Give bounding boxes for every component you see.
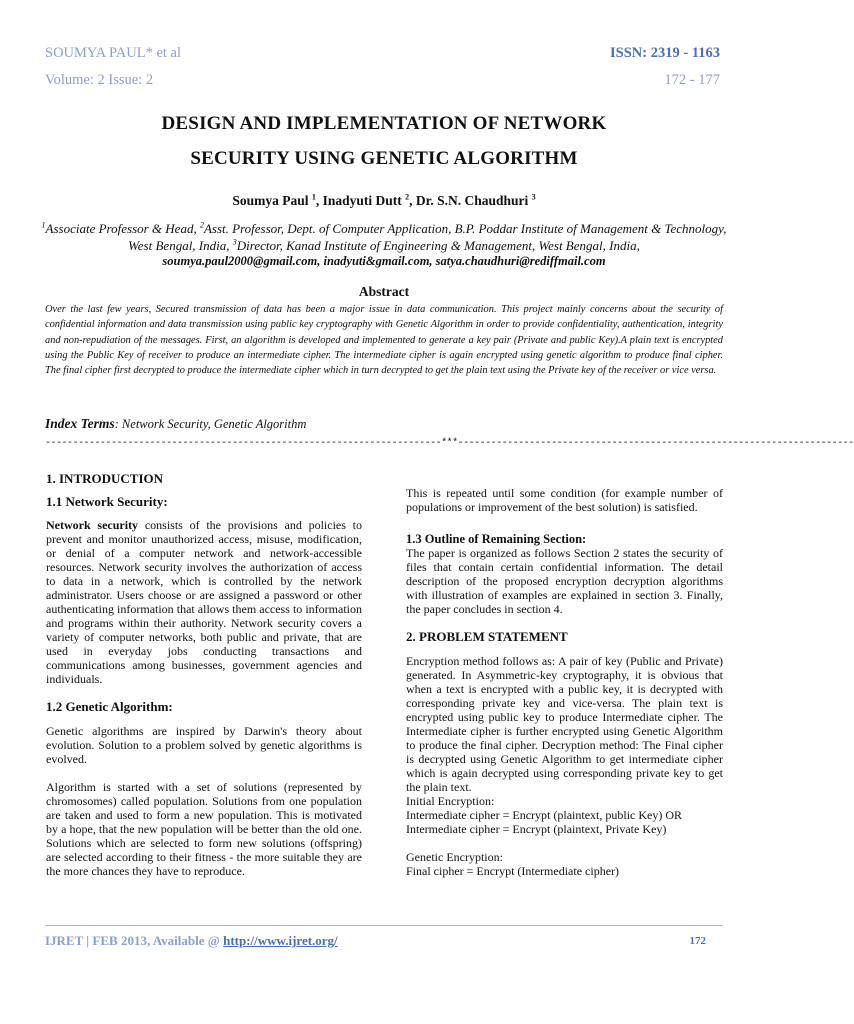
formula-intermediate-private: Intermediate cipher = Encrypt (plaintext, Private Key) xyxy=(406,822,667,836)
author-name: Soumya Paul xyxy=(232,193,309,208)
running-header-pages: 172 - 177 xyxy=(664,72,720,88)
author-superscript: 3 xyxy=(531,192,536,202)
author-superscript: 2 xyxy=(405,192,410,202)
label-genetic-encryption: Genetic Encryption: xyxy=(406,850,503,864)
index-terms-text: : Network Security, Genetic Algorithm xyxy=(114,417,307,431)
affiliation-superscript: 2 xyxy=(199,220,204,230)
paragraph-outline: The paper is organized as follows Section 2 states the security of files that contain certain confidential information. The detail description of the proposed encryption decryption algorithms with illustration of examples are explained in section 3. Finally, the paper concludes in section 4. xyxy=(406,546,723,616)
section-heading-problem-statement: 2. PROBLEM STATEMENT xyxy=(406,629,568,644)
footer-journal xyxy=(45,933,338,949)
author-name: , Dr. S.N. Chaudhuri xyxy=(409,193,529,208)
subsection-heading-outline: 1.3 Outline of Remaining Section: xyxy=(406,532,587,546)
affiliation-text: Director, Kanad Institute of Engineering & Management, West Bengal, India, xyxy=(236,238,640,253)
paragraph-genetic-algorithm-1: Genetic algorithms are inspired by Darwin's theory about evolution. Solution to a problem solved by genetic algorithms is evolved. xyxy=(46,724,362,766)
formula-final-cipher: Final cipher = Encrypt (Intermediate cipher) xyxy=(406,864,620,878)
subsection-heading-genetic-algorithm: 1.2 Genetic Algorithm: xyxy=(46,699,173,714)
paragraph-repeat-condition: This is repeated until some condition (for example number of populations or improvement of the best solution) is satisfied. xyxy=(406,486,723,514)
index-terms xyxy=(45,416,306,432)
running-header-issn: ISSN: 2319 - 1163 xyxy=(610,45,720,61)
paragraph-problem-statement: Encryption method follows as: A pair of key (Public and Private) generated. In Asymmetric-key cryptography, it is obvious that when a text is encrypted with a public key, it is decrypted with corresponding private key and vice-versa. The plain text is encrypted using public key to produce Intermediate cipher. The Intermediate cipher is further encrypted using Genetic Algorithm to produce the final cipher. Decryption method: The Final cipher is decrypted using Genetic Algorithm to get intermediate cipher which is again decrypted using corresponding private key to get the plain text. xyxy=(406,654,723,794)
running-header-author: SOUMYA PAUL* et al xyxy=(45,45,182,61)
footer-divider xyxy=(45,925,723,926)
paragraph-network-security xyxy=(46,518,362,686)
running-header-volume: Volume: 2 Issue: 2 xyxy=(45,72,154,88)
paragraph-text: consists of the provisions and policies to prevent and monitor unauthorized access, misuse, modification, or denial of a computer network and network-accessible resources. Network security involves the authorization of access to data in a network, which is controlled by the network administrator. Users choose or are assigned a password or other authenticating information that allows them access to information and programs within their authority. Network security covers a variety of computer networks, both public and private, that are used in everyday jobs conducting transactions and communications among businesses, government agencies and individuals. xyxy=(46,518,362,686)
page-number: 172 xyxy=(689,935,706,947)
abstract-heading: Abstract xyxy=(358,284,410,299)
index-terms-label: Index Terms xyxy=(45,416,115,431)
author-list xyxy=(0,193,768,209)
affiliation-text: Associate Professor & Head, xyxy=(45,221,200,236)
right-column xyxy=(406,486,723,878)
author-superscript: 1 xyxy=(311,192,316,202)
section-separator: ------------------------------------------------------------------------***------------------------------------------------------------------------ xyxy=(45,438,854,449)
paragraph-genetic-algorithm-2: Algorithm is started with a set of solutions (represented by chromosomes) called population. Solutions from one population are taken and used to form a new population. This is motivated by a hope, that the new population will be better than the old one. Solutions which are selected to form new solutions (offspring) are selected according to their fitness - the more suitable they are the more chances they have to reproduce. xyxy=(46,780,362,878)
author-name: , Inadyuti Dutt xyxy=(315,193,402,208)
term-network-security: Network security xyxy=(46,518,139,532)
paper-title-line-1: DESIGN AND IMPLEMENTATION OF NETWORK xyxy=(161,113,607,134)
abstract-text: Over the last few years, Secured transmission of data has been a major issue in data communication. This project mainly concerns about the security of confidential information and data transmission using public key cryptography with Genetic Algorithm in order to provide confidentiality, authentication, integrity and non-repudiation of the messages. First, an algorithm is developed and implemented to generate a key pair (Private and public Key).A plain text is encrypted using the Public Key of receiver to produce an intermediate cipher. The intermediate cipher is again encrypted using genetic algorithm to produce final cipher. The final cipher first decrypted to produce the intermediate cipher which in turn decrypted to get the plain text using the Private key of the receiver or vice versa. xyxy=(45,304,723,377)
paper-title-line-2: SECURITY USING GENETIC ALGORITHM xyxy=(190,148,578,169)
affiliation-text: Asst. Professor, Dept. of Computer Application, B.P. Poddar Institute of Management & Technology, West Bengal, India, xyxy=(128,221,727,253)
journal-link[interactable]: http://www.ijret.org/ xyxy=(223,933,338,948)
footer-text: IJRET | FEB 2013, Available @ xyxy=(45,933,224,948)
section-heading-introduction: 1. INTRODUCTION xyxy=(46,471,164,486)
label-initial-encryption: Initial Encryption: xyxy=(406,794,495,808)
affiliations xyxy=(40,220,728,254)
author-emails: soumya.paul2000@gmail.com, inadyuti&gmail.com, satya.chaudhuri@rediffmail.com xyxy=(162,254,606,268)
affiliation-superscript: 1 xyxy=(41,220,46,230)
left-column xyxy=(46,472,362,878)
formula-intermediate-public: Intermediate cipher = Encrypt (plaintext, public Key) OR xyxy=(406,808,683,822)
subsection-heading-network-security: 1.1 Network Security: xyxy=(46,494,168,509)
affiliation-superscript: 3 xyxy=(232,237,237,247)
